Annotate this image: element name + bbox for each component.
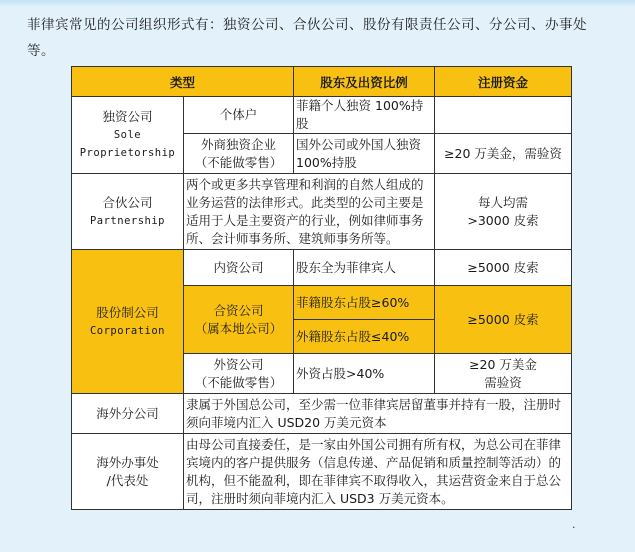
- sole-name-cn: 独资公司: [102, 109, 153, 124]
- top-banner-strip: [0, 0, 635, 7]
- header-type: 类型: [72, 67, 294, 97]
- partnership-name-en: Partnership: [89, 214, 166, 227]
- sole-sub2-share: 国外公司或外国人独资 100%持股: [294, 134, 435, 174]
- company-types-table: [71, 66, 572, 510]
- trailing-mark: .: [572, 518, 576, 531]
- corp-foreign-capital: [435, 354, 572, 394]
- corp-jv-share-2: 外籍股东占股≤40%: [294, 320, 435, 354]
- branch-desc: 隶属于外国总公司，至少需一位菲律宾居留董事并持有一股，注册时须向菲境内汇入 USD20 万美元资本: [184, 394, 572, 434]
- partnership-name-cn: 合伙公司: [102, 194, 153, 210]
- corp-jv-line2: （属本地公司）: [194, 320, 283, 336]
- corp-jv: [184, 286, 294, 354]
- corp-foreign-share: 外资占股>40%: [294, 354, 435, 394]
- intro-paragraph: 菲律宾常见的公司组织形式有：独资公司、合伙公司、股份有限责任公司、分公司、办事处等。: [27, 17, 587, 59]
- table-header-row: [72, 67, 572, 97]
- sole-sub1-capital: [435, 97, 572, 134]
- corp-domestic-capital: ≥5000 皮索: [435, 250, 572, 286]
- table-row: [72, 250, 572, 286]
- partnership-type-cell: [72, 174, 184, 250]
- table-row: [72, 174, 572, 250]
- corp-foreign-line2: （不能做零售）: [194, 374, 283, 390]
- corporation-name-en: Corporation: [89, 324, 166, 337]
- partnership-capital-line1: 每人均需: [478, 194, 529, 210]
- corporation-name-cn: 股份制公司: [96, 304, 159, 320]
- sole-name-en-1: Sole: [113, 129, 142, 141]
- table-row: [72, 434, 572, 510]
- table-row: [72, 394, 572, 434]
- sole-sub1-share: 菲籍个人独资 100%持股: [294, 97, 435, 134]
- office-desc: 由母公司直接委任，是一家由外国公司拥有所有权，为总公司在菲律宾境内的客户提供服务（信息传递、产品促销和质量控制等活动）的机构，但不能盈利，即在菲律宾不取得收入，其运营资金来自于总公司，注册时须向菲境内汇入 USD3 万美元资本。: [184, 434, 572, 510]
- office-name-line2: /代表处: [106, 472, 149, 488]
- header-capital: 注册资金: [435, 67, 572, 97]
- office-type-cell: [72, 434, 184, 510]
- corp-jv-line1: 合资公司: [213, 302, 264, 318]
- header-shareholders: 股东及出资比例: [294, 67, 435, 97]
- sole-type-cell: [72, 97, 184, 174]
- partnership-capital: [435, 174, 572, 250]
- sole-name-en-2: Proprietorship: [79, 147, 176, 159]
- corp-jv-capital: ≥5000 皮索: [435, 286, 572, 354]
- table-row: [72, 97, 572, 134]
- sole-sub2-line2: （不能做零售）: [194, 154, 283, 170]
- corp-foreign-capital-line2: 需验资: [484, 374, 522, 390]
- partnership-capital-line2: >3000 皮索: [467, 212, 539, 228]
- corp-foreign: [184, 354, 294, 394]
- partnership-desc: 两个或更多共享管理和利润的自然人组成的业务运营的法律形式。此类型的公司主要是适用于人是主要资产的行业，例如律师事务所、会计师事务所、建筑师事务所等。: [184, 174, 435, 250]
- corp-domestic-share: 股东全为菲律宾人: [294, 250, 435, 286]
- corp-jv-share-1: 菲籍股东占股≥60%: [294, 286, 435, 320]
- sole-sub2: [184, 134, 294, 174]
- office-name-line1: 海外办事处: [96, 454, 159, 470]
- branch-type-cell: 海外分公司: [72, 394, 184, 434]
- sole-sub2-capital: ≥20 万美金，需验资: [435, 134, 572, 174]
- corporation-type-cell: [72, 250, 184, 394]
- corp-foreign-capital-line1: ≥20 万美金: [469, 356, 537, 372]
- sole-sub2-line1: 外商独资企业: [201, 136, 277, 152]
- corp-domestic: 内资公司: [184, 250, 294, 286]
- sole-sub1: 个体户: [184, 97, 294, 134]
- corp-foreign-line1: 外资公司: [213, 356, 264, 372]
